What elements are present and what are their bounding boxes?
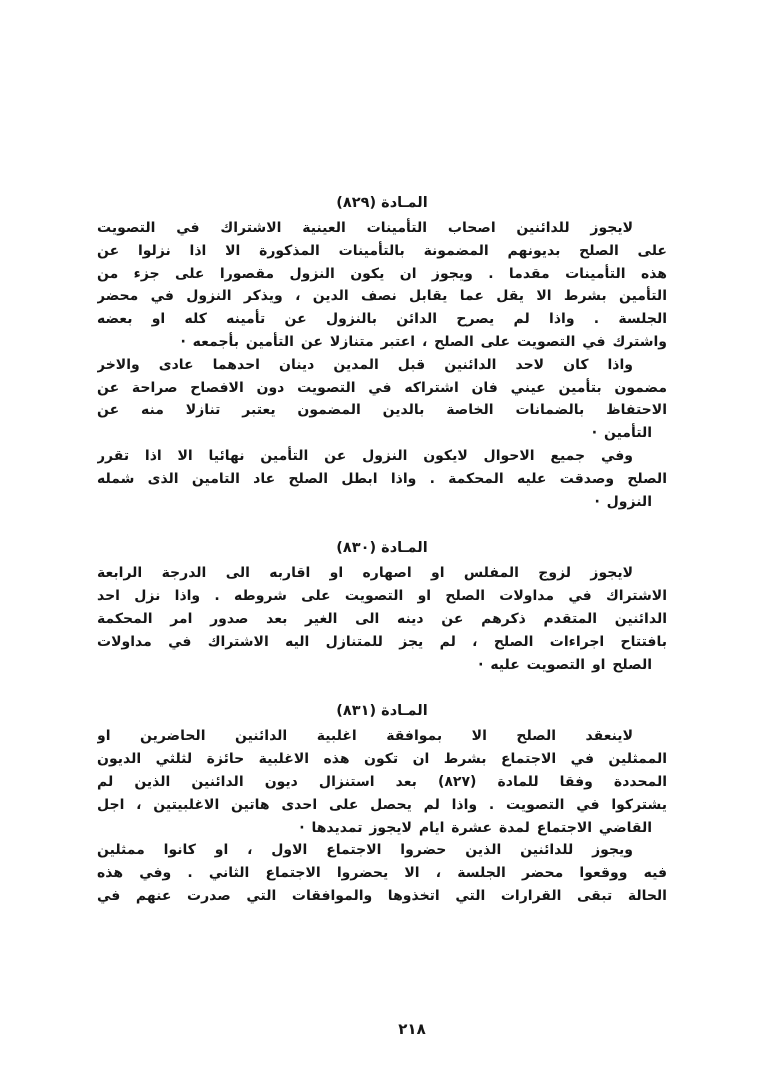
text-line: الاشتراك في مداولات الصلح او التصويت على شروطه . واذا نزل احد bbox=[97, 588, 667, 605]
article-830-paragraph-1 bbox=[97, 562, 667, 676]
text-line: لايجوز لزوج المفلس او اصهاره او اقاربه الى الدرجة الرابعة bbox=[97, 565, 633, 582]
text-line: يشتركوا في التصويت . واذا لم يحصل على احدى هاتين الاغلبيتين ، اجل bbox=[97, 796, 667, 813]
article-831-heading: المـادة (٨٣١) bbox=[336, 703, 428, 720]
text-line: الاحتفاظ بالضمانات الخاصة بالدين المضمون يعتبر تنازلا منه عن bbox=[97, 402, 667, 419]
text-line: وفي جميع الاحوال لايكون النزول عن التأمين نهائيا الا اذا تقرر bbox=[97, 447, 633, 464]
article-831-paragraph-2 bbox=[97, 839, 667, 907]
article-831-paragraph-1 bbox=[97, 725, 667, 839]
text-line: الصلح او التصويت عليه · bbox=[478, 656, 652, 673]
text-line: على الصلح بديونهم المضمونة بالتأمينات المذكورة الا اذا نزلوا عن bbox=[97, 242, 667, 259]
article-829-paragraph-2 bbox=[97, 354, 667, 445]
text-line: مضمون بتأمين عيني فان اشتراكه في التصويت دون الافصاح صراحة عن bbox=[97, 379, 667, 396]
text-line: الجلسة . واذا لم يصرح الدائن بالنزول عن تأمينه كله او بعضه bbox=[97, 311, 667, 328]
article-829-paragraph-3 bbox=[97, 445, 667, 513]
text-line: واذا كان لاحد الدائنين قبل المدين دينان احدهما عادى والاخر bbox=[97, 356, 633, 373]
text-line: الصلح وصدقت عليه المحكمة . واذا ابطل الصلح عاد التامين الذى شمله bbox=[97, 470, 667, 487]
text-line: فيه ووقعوا محضر الجلسة ، الا يحضروا الاجتماع الثاني . وفي هذه bbox=[97, 865, 667, 882]
article-830 bbox=[97, 537, 667, 676]
text-line: ويجوز للدائنين الذين حضروا الاجتماع الاول ، او كانوا ممثلين bbox=[97, 842, 633, 859]
document-content bbox=[97, 192, 667, 908]
text-line: التأمين بشرط الا يقل عما يقابل نصف الدين ، ويذكر النزول في محضر bbox=[97, 288, 667, 305]
article-831 bbox=[97, 700, 667, 907]
text-line: لاينعقد الصلح الا بموافقة اغلبية الدائنين الحاضرين او bbox=[97, 728, 633, 745]
text-line: واشترك في التصويت على الصلح ، اعتبر متنازلا عن التأمين بأجمعه · bbox=[180, 333, 667, 350]
text-line: لايجوز للدائنين اصحاب التأمينات العينية الاشتراك في التصويت bbox=[97, 220, 633, 236]
text-line: المحددة وفقا للمادة (٨٢٧) بعد استنزال ديون الدائنين الذين لم bbox=[97, 773, 667, 790]
text-line: النزول · bbox=[594, 493, 652, 510]
text-line: هذه التأمينات مقدما . ويجوز ان يكون النزول مقصورا على جزء من bbox=[97, 265, 667, 282]
article-829-heading: المـادة (٨٢٩) bbox=[336, 195, 428, 211]
text-line: الدائنين المتقدم ذكرهم عن دينه الى الغير بعد صدور امر المحكمة bbox=[97, 610, 667, 627]
text-line: بافتتاح اجراءات الصلح ، لم يجز للمتنازل اليه الاشتراك في مداولات bbox=[97, 633, 667, 650]
text-line: التأمين · bbox=[591, 425, 652, 442]
article-830-heading: المـادة (٨٣٠) bbox=[336, 540, 428, 557]
text-line: القاضي الاجتماع لمدة عشرة ايام لايجوز تمديدها · bbox=[299, 819, 652, 836]
text-line: الممثلين في الاجتماع بشرط ان تكون هذه الاغلبية حائزة لثلثي الديون bbox=[97, 751, 667, 768]
article-829 bbox=[97, 192, 667, 513]
page-number: ٢١٨ bbox=[398, 1020, 426, 1038]
article-829-paragraph-1 bbox=[97, 217, 667, 354]
text-line: الحالة تبقى القرارات التي اتخذوها والموافقات التي صدرت عنهم في bbox=[97, 887, 667, 904]
